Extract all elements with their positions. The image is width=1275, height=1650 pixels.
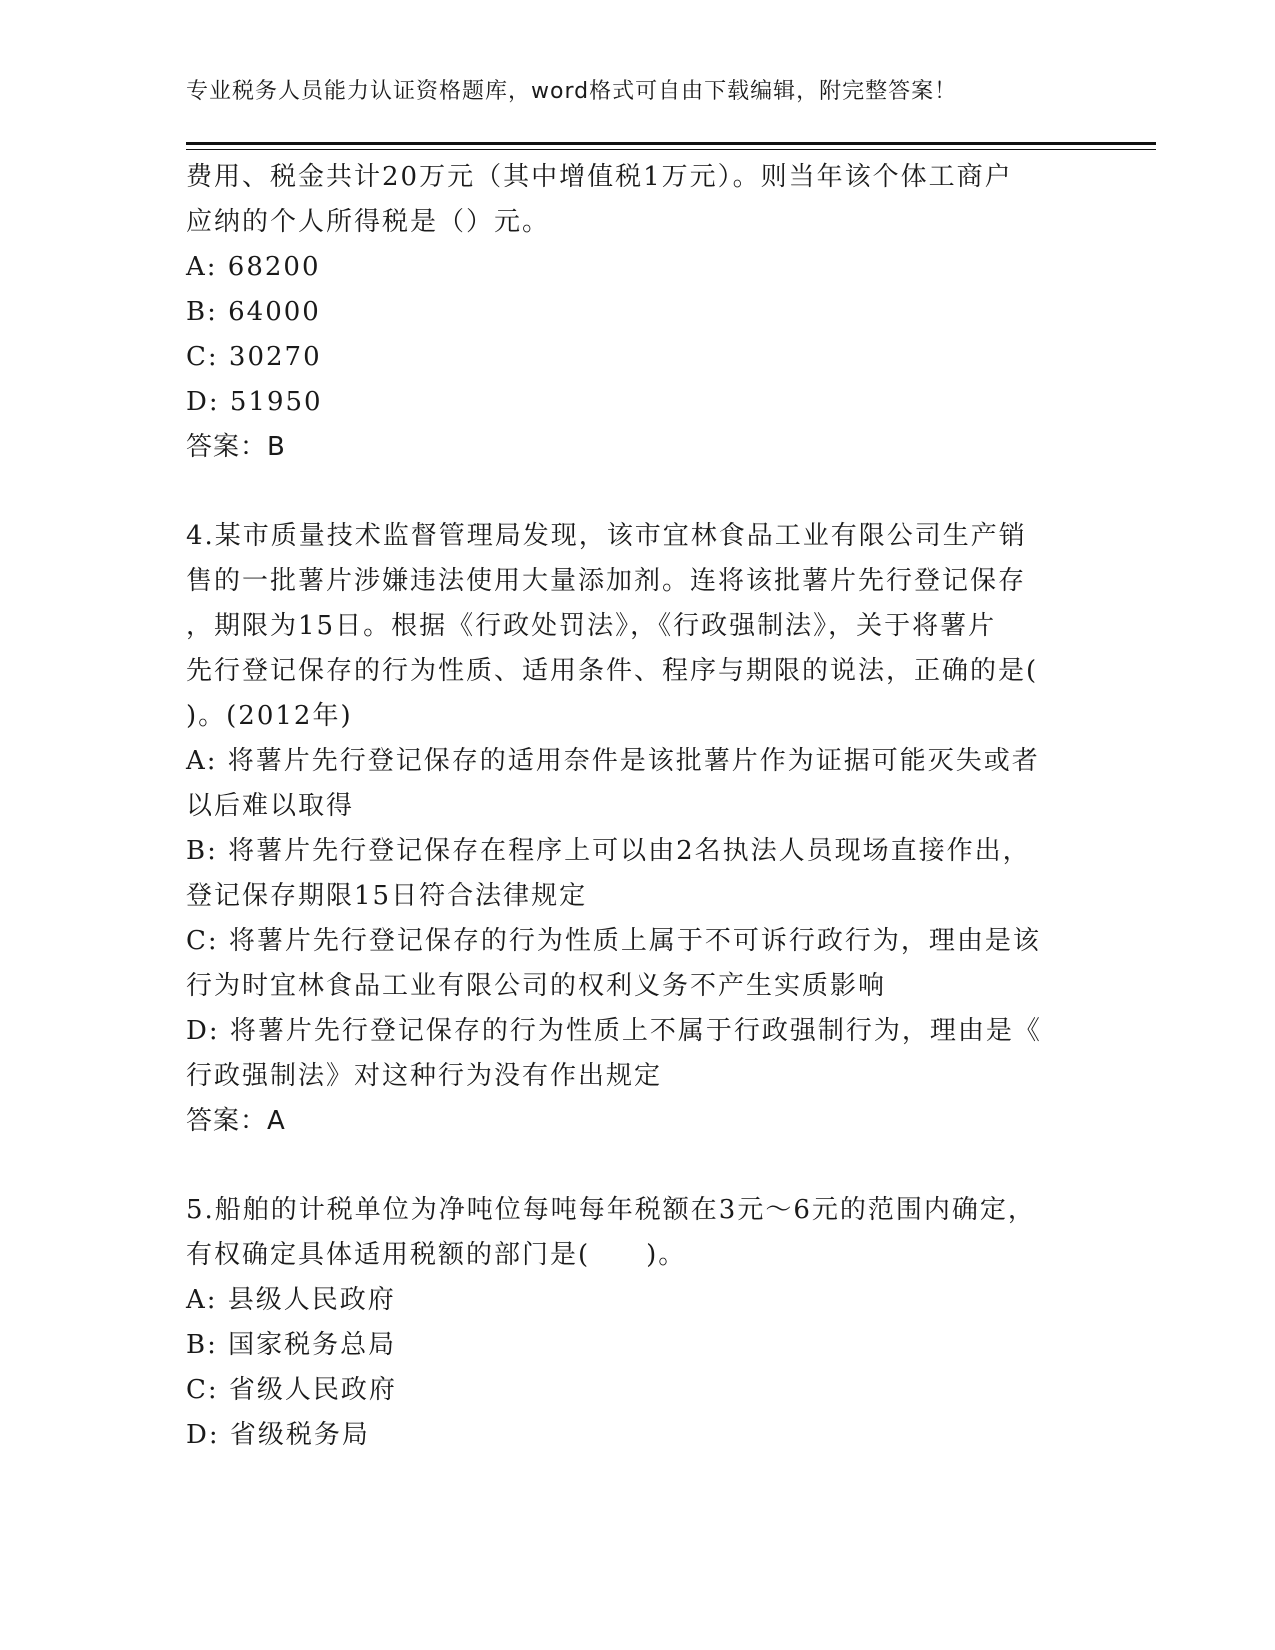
page-header: 专业税务人员能力认证资格题库，word格式可自由下载编辑，附完整答案！ — [186, 79, 958, 104]
spacer — [186, 1144, 1086, 1188]
question-stem-line: ，期限为15日。根据《行政处罚法》，《行政强制法》，关于将薯片 — [186, 611, 997, 641]
option-a: A: 县级人民政府 — [186, 1285, 396, 1315]
option-d: D: 省级税务局 — [186, 1420, 370, 1450]
option-d-continued: 行政强制法》对这种行为没有作出规定 — [186, 1061, 663, 1091]
question-stem-line: 有权确定具体适用税额的部门是( )。 — [186, 1240, 687, 1270]
header-rule-thick — [186, 142, 1156, 145]
spacer — [186, 470, 1086, 514]
option-b-continued: 登记保存期限15日符合法律规定 — [186, 881, 588, 911]
option-d: D: 51950 — [186, 387, 323, 417]
answer-label: 答案：B — [186, 432, 286, 462]
option-a-continued: 以后难以取得 — [186, 791, 355, 821]
question-stem-line: 4.某市质量技术监督管理局发现，该市宜林食品工业有限公司生产销 — [186, 521, 1027, 551]
question-stem-line: )。(2012年) — [186, 701, 353, 731]
question-stem-line: 售的一批薯片涉嫌违法使用大量添加剂。连将该批薯片先行登记保存 — [186, 566, 1027, 596]
question-4 — [186, 514, 1086, 1144]
option-b: B: 国家税务总局 — [186, 1330, 397, 1360]
question-stem-line: 5.船舶的计税单位为净吨位每吨每年税额在3元～6元的范围内确定， — [186, 1195, 1036, 1225]
option-c-continued: 行为时宜林食品工业有限公司的权利义务不产生实质影响 — [186, 971, 887, 1001]
question-stem-line: 应纳的个人所得税是（）元。 — [186, 207, 551, 237]
option-c: C: 30270 — [186, 342, 322, 372]
option-a: A: 68200 — [186, 252, 321, 282]
header-rule-thin — [186, 149, 1156, 150]
option-c: C: 将薯片先行登记保存的行为性质上属于不可诉行政行为，理由是该 — [186, 926, 1041, 956]
option-b: B: 将薯片先行登记保存在程序上可以由2名执法人员现场直接作出， — [186, 836, 1031, 866]
document-body — [186, 155, 1086, 1458]
question-5 — [186, 1188, 1086, 1458]
question-stem-line: 先行登记保存的行为性质、适用条件、程序与期限的说法，正确的是( — [186, 656, 1039, 686]
option-c: C: 省级人民政府 — [186, 1375, 397, 1405]
question-stem-line: 费用、税金共计20万元（其中增值税1万元）。则当年该个体工商户 — [186, 162, 1013, 192]
answer-label: 答案：A — [186, 1106, 286, 1136]
question-3 — [186, 155, 1086, 470]
option-d: D: 将薯片先行登记保存的行为性质上不属于行政强制行为，理由是《 — [186, 1016, 1042, 1046]
option-b: B: 64000 — [186, 297, 321, 327]
option-a: A: 将薯片先行登记保存的适用奈件是该批薯片作为证据可能灭失或者 — [186, 746, 1040, 776]
